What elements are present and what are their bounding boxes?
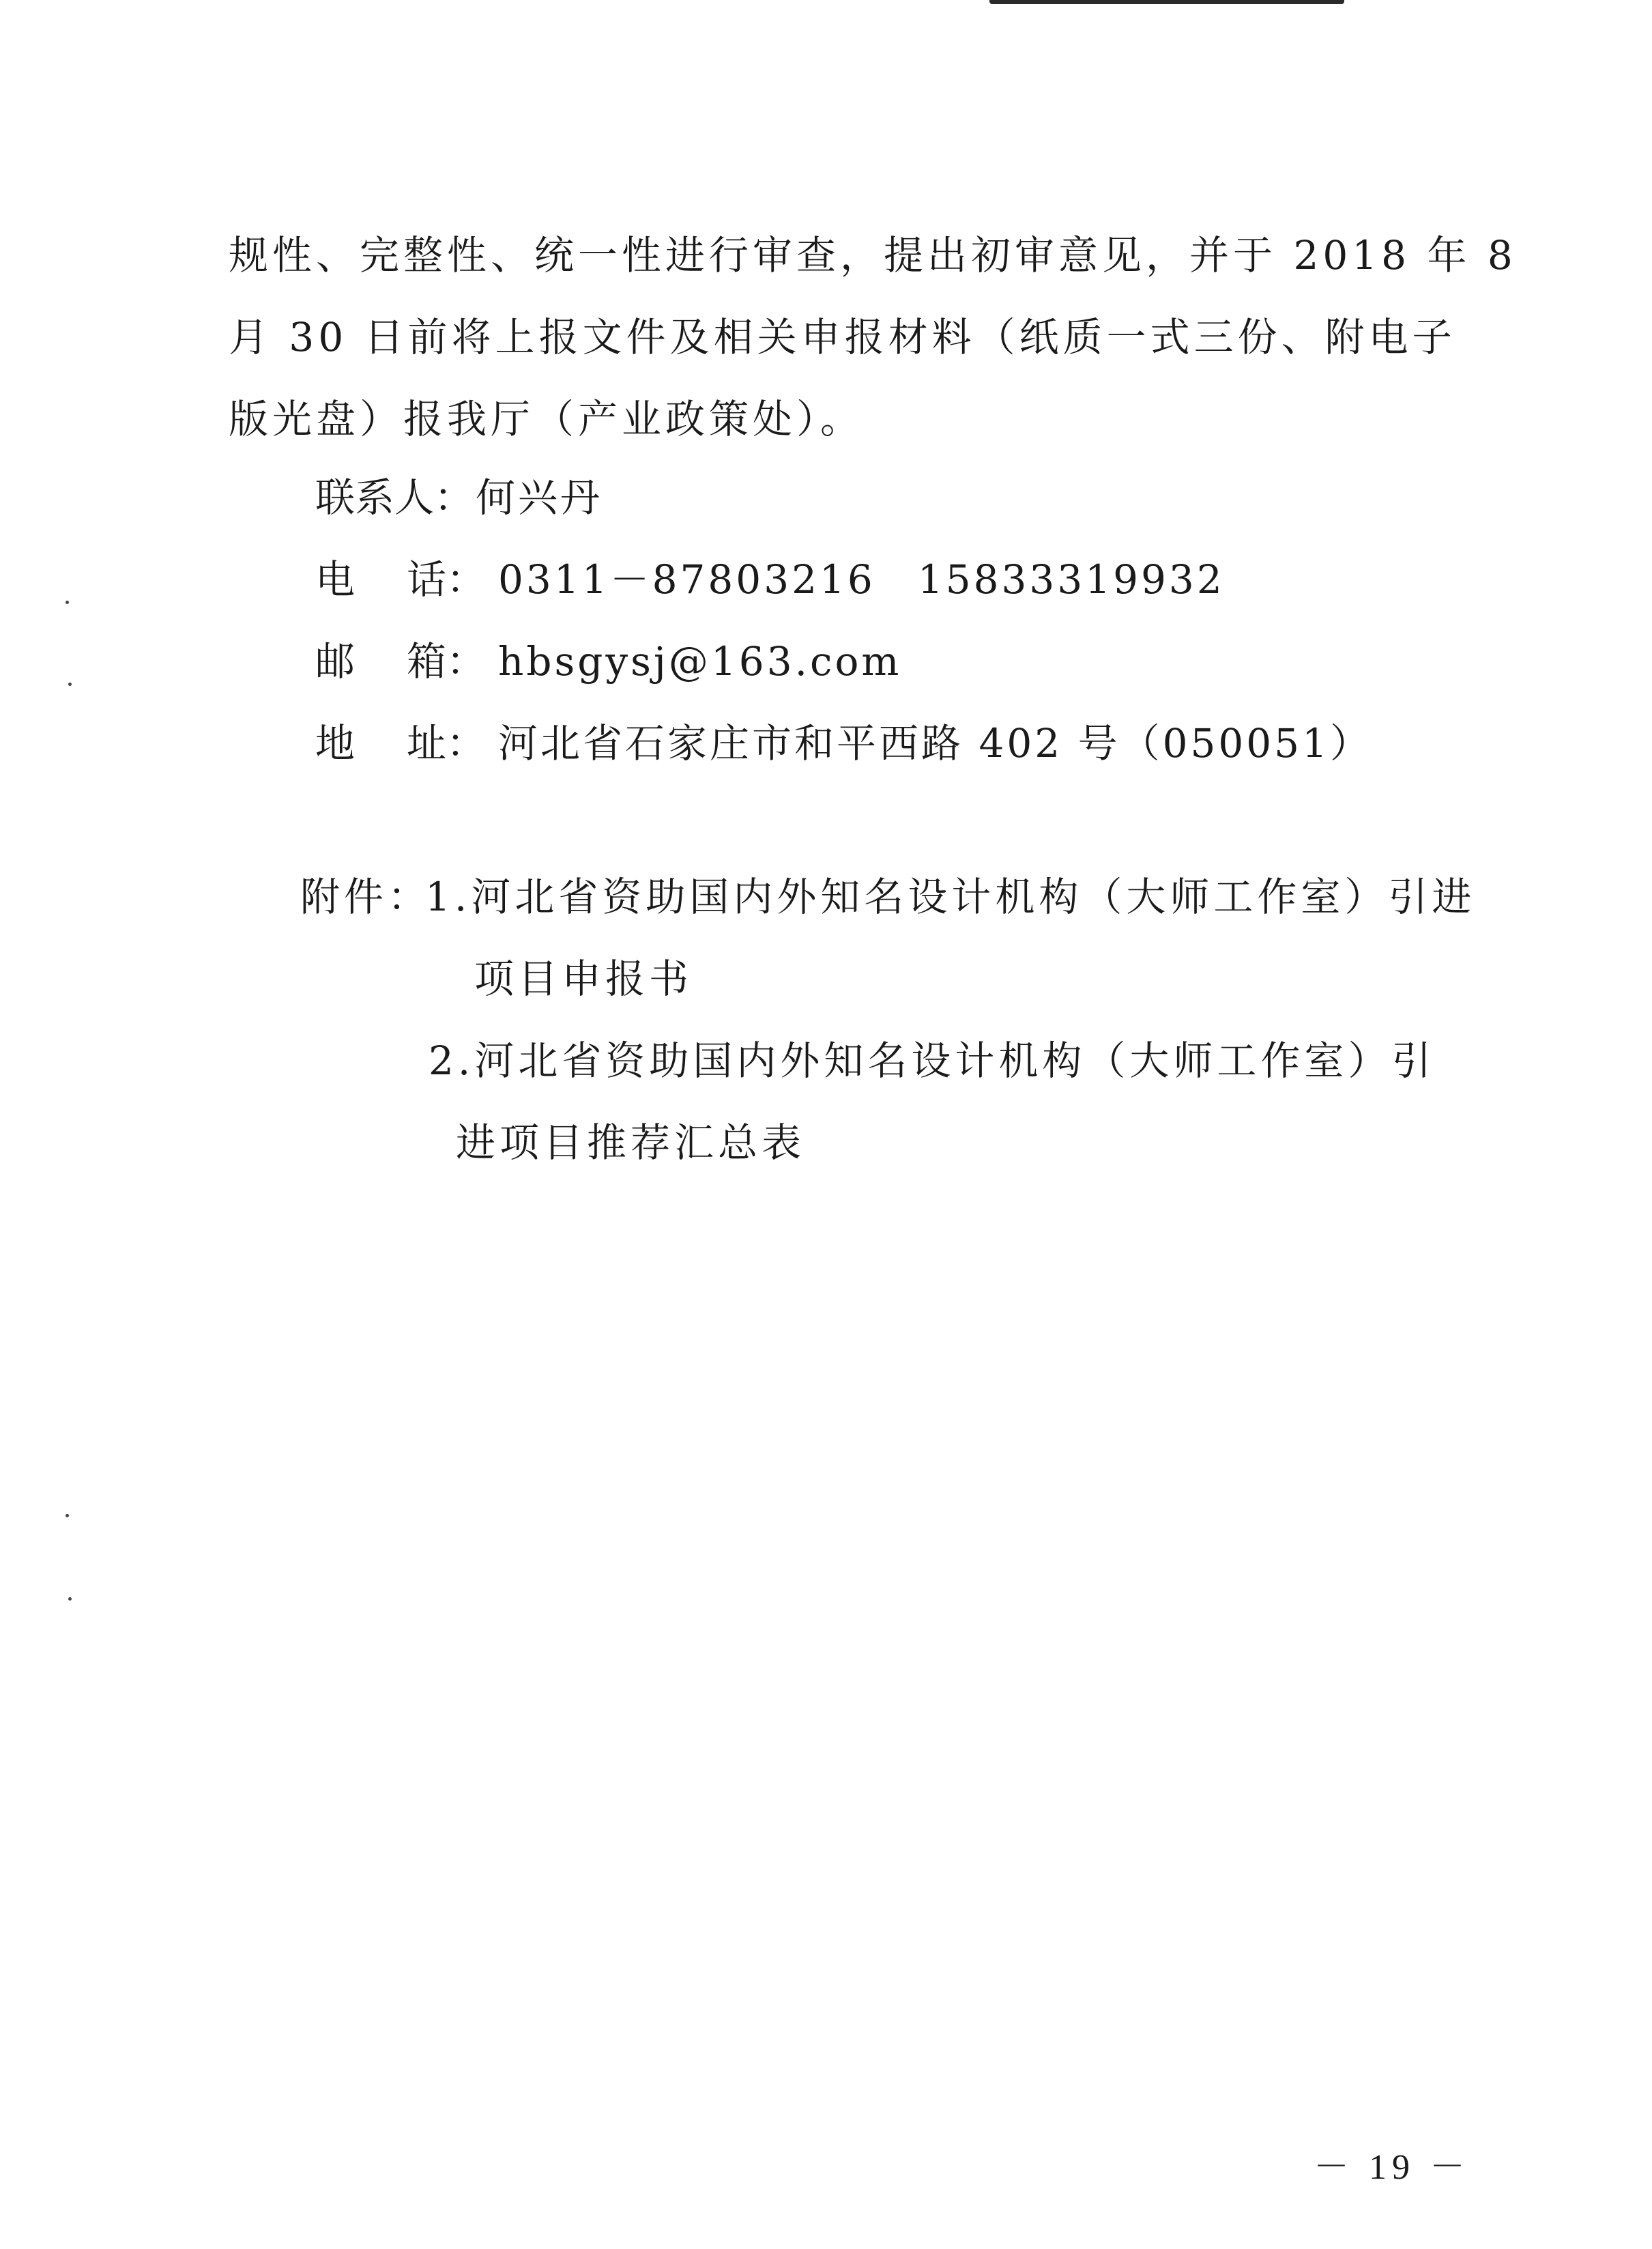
- attachment-2-line-2: 进项目推荐汇总表: [456, 1119, 806, 1166]
- contact-person-value: 何兴丹: [476, 474, 603, 521]
- contact-address-value: 河北省石家庄市和平西路 402 号（050051）: [498, 720, 1372, 767]
- contact-person-row: [315, 474, 603, 521]
- scan-speck: [66, 1514, 69, 1517]
- paragraph-line-1: 规性、完整性、统一性进行审查，提出初审意见，并于 2018 年 8: [229, 232, 1517, 278]
- scan-speck: [68, 683, 72, 686]
- contact-phone-row: [315, 556, 1225, 603]
- scan-speck: [66, 601, 69, 604]
- contact-person-label: 联系人：: [315, 474, 474, 521]
- contact-email-label: [315, 638, 486, 685]
- contact-address-label: [315, 720, 486, 767]
- label-char: 邮: [315, 638, 356, 685]
- attachments-label: 附件：: [300, 874, 432, 920]
- label-char: 址：: [406, 720, 486, 767]
- paragraph-line-2: 月 30 日前将上报文件及相关申报材料（纸质一式三份、附电子: [229, 314, 1456, 360]
- paragraph-line-3: 版光盘）报我厅（产业政策处）。: [229, 396, 865, 442]
- contact-email-row: [315, 638, 902, 685]
- label-char: 话：: [406, 556, 486, 603]
- label-char: 箱：: [406, 638, 486, 685]
- label-char: 地: [315, 720, 356, 767]
- top-edge-rule: [989, 0, 1344, 4]
- attachment-1-line-2: 项目申报书: [474, 956, 693, 1002]
- contact-address-row: [315, 720, 1372, 767]
- contact-phone-value: 0311－87803216 15833319932: [498, 556, 1225, 603]
- scan-speck: [68, 1597, 72, 1601]
- page-number: － 19 －: [1314, 2148, 1471, 2187]
- contact-email-value: hbsgysj@163.com: [498, 638, 902, 685]
- label-char: 电: [315, 556, 356, 603]
- attachment-2-line-1: 2.河北省资助国内外知名设计机构（大师工作室）引: [429, 1037, 1436, 1084]
- attachment-1-line-1: 1.河北省资助国内外知名设计机构（大师工作室）引进: [425, 874, 1476, 920]
- contact-phone-label: [315, 556, 486, 603]
